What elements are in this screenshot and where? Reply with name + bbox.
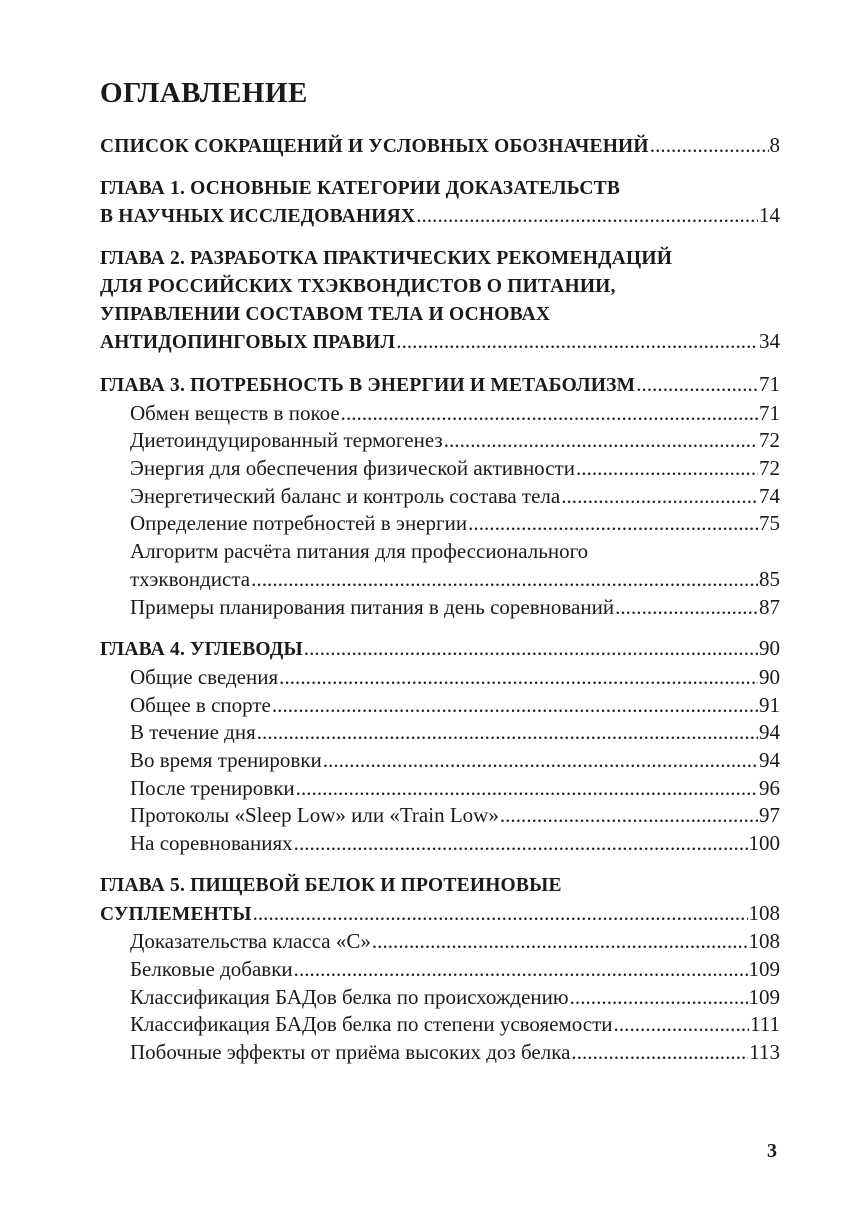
toc-entry-title: Классификация БАДов белка по происхождению bbox=[130, 984, 569, 1009]
toc-entry-title: Классификация БАДов белка по степени усвояемости bbox=[130, 1012, 613, 1037]
toc-entry-row bbox=[130, 719, 780, 747]
toc-section-entry bbox=[100, 483, 780, 511]
toc-page-number: 71 bbox=[759, 400, 780, 425]
toc-entry-row bbox=[100, 328, 780, 357]
toc-entry-row bbox=[130, 455, 780, 483]
toc-page-number: 108 bbox=[748, 929, 780, 954]
toc-page-number: 85 bbox=[759, 566, 780, 591]
toc-page-number: 8 bbox=[769, 133, 780, 157]
toc-entry-title: Побочные эффекты от приёма высоких доз белка bbox=[130, 1040, 571, 1065]
toc-entry-title: В НАУЧНЫХ ИССЛЕДОВАНИЯХ bbox=[100, 206, 416, 228]
toc-page-number: 90 bbox=[759, 636, 780, 661]
toc-entry-row bbox=[130, 747, 780, 775]
toc-entry-row bbox=[130, 566, 780, 594]
toc-section-entry bbox=[100, 928, 780, 956]
dot-leader bbox=[279, 664, 758, 692]
toc-entry-title: Определение потребностей в энергии bbox=[130, 511, 468, 536]
toc-entry-title: СУПЛЕМЕНТЫ bbox=[100, 903, 252, 925]
toc-chapter-entry bbox=[100, 872, 780, 928]
toc-section-entry bbox=[100, 830, 780, 858]
toc-page-number: 113 bbox=[749, 1040, 780, 1065]
dot-leader bbox=[636, 371, 758, 399]
toc-page-number: 100 bbox=[748, 831, 780, 856]
toc-entry-title-line: ГЛАВА 5. ПИЩЕВОЙ БЕЛОК И ПРОТЕИНОВЫЕ bbox=[100, 874, 562, 896]
toc-entry-row bbox=[130, 775, 780, 803]
toc-entry-row bbox=[100, 635, 780, 664]
toc-entry-row bbox=[130, 510, 780, 538]
toc-entry-row bbox=[100, 371, 780, 400]
toc-page-number: 94 bbox=[759, 720, 780, 745]
toc-section-entry bbox=[100, 747, 780, 775]
toc-entry-row bbox=[130, 802, 780, 830]
toc-section-entry bbox=[100, 984, 780, 1012]
dot-leader bbox=[253, 900, 748, 928]
toc-entry-row bbox=[130, 984, 780, 1012]
dot-leader bbox=[323, 747, 758, 775]
toc-entry-title: После тренировки bbox=[130, 775, 295, 800]
toc-section-entry bbox=[100, 692, 780, 720]
toc-entry-row bbox=[130, 956, 780, 984]
toc-page-number: 108 bbox=[748, 900, 780, 925]
toc-entry-title: Обмен веществ в покое bbox=[130, 400, 340, 425]
toc-section-entry bbox=[100, 538, 780, 593]
toc-entry-title: Энергетический баланс и контроль состава тела bbox=[130, 483, 561, 508]
toc-section-entry bbox=[100, 510, 780, 538]
dot-leader bbox=[251, 566, 758, 594]
toc-entry-row bbox=[130, 1011, 780, 1039]
toc-entry-title: ГЛАВА 3. ПОТРЕБНОСТЬ В ЭНЕРГИИ И МЕТАБОЛИЗМ bbox=[100, 374, 636, 396]
toc-entry-row bbox=[130, 928, 780, 956]
toc-entry-row bbox=[100, 900, 780, 929]
toc-page-number: 109 bbox=[748, 956, 780, 981]
toc-entry-title-line: ГЛАВА 2. РАЗРАБОТКА ПРАКТИЧЕСКИХ РЕКОМЕНДАЦИЙ bbox=[100, 248, 673, 270]
toc-chapter-entry bbox=[100, 635, 780, 664]
dot-leader bbox=[416, 202, 758, 230]
dot-leader bbox=[304, 635, 758, 663]
toc-entry-title-line: УПРАВЛЕНИИ СОСТАВОМ ТЕЛА И ОСНОВАХ bbox=[100, 303, 551, 325]
toc-page-number: 72 bbox=[759, 456, 780, 481]
dot-leader bbox=[444, 427, 758, 455]
toc-page-number: 34 bbox=[759, 329, 780, 354]
toc-entry-title: АНТИДОПИНГОВЫХ ПРАВИЛ bbox=[100, 332, 396, 354]
toc-entry-title: Общее в спорте bbox=[130, 692, 271, 717]
toc-entry-row bbox=[130, 692, 780, 720]
toc-chapter-entry bbox=[100, 132, 780, 161]
toc-page-number: 14 bbox=[759, 203, 780, 228]
toc-section-entry bbox=[100, 775, 780, 803]
dot-leader bbox=[372, 928, 748, 956]
dot-leader bbox=[614, 1011, 750, 1039]
toc-entry-title: ГЛАВА 4. УГЛЕВОДЫ bbox=[100, 639, 303, 661]
dot-leader bbox=[561, 483, 758, 511]
dot-leader bbox=[294, 830, 748, 858]
toc-entry-row bbox=[100, 202, 780, 231]
toc-entry-title: Примеры планирования питания в день соревнований bbox=[130, 594, 615, 619]
page-title: ОГЛАВЛЕНИЕ bbox=[100, 77, 308, 109]
toc-entry-title: Протоколы «Sleep Low» или «Train Low» bbox=[130, 803, 499, 828]
toc-page-number: 91 bbox=[759, 692, 780, 717]
toc-entry-row bbox=[100, 132, 780, 161]
toc-page-number: 94 bbox=[759, 748, 780, 773]
page-number: 3 bbox=[767, 1140, 777, 1162]
table-of-contents bbox=[100, 132, 780, 1067]
toc-entry-title-line: ДЛЯ РОССИЙСКИХ ТХЭКВОНДИСТОВ О ПИТАНИИ, bbox=[100, 275, 616, 297]
toc-section-entry bbox=[100, 664, 780, 692]
toc-section-entry bbox=[100, 455, 780, 483]
toc-entry-row bbox=[130, 427, 780, 455]
toc-entry-row bbox=[130, 830, 780, 858]
toc-page-number: 111 bbox=[750, 1012, 780, 1037]
toc-entry-row bbox=[130, 483, 780, 511]
toc-section-entry bbox=[100, 427, 780, 455]
dot-leader bbox=[576, 455, 758, 483]
dot-leader bbox=[396, 328, 758, 356]
toc-section-entry bbox=[100, 719, 780, 747]
toc-entry-title: СПИСОК СОКРАЩЕНИЙ И УСЛОВНЫХ ОБОЗНАЧЕНИЙ bbox=[100, 136, 649, 157]
toc-section-entry bbox=[100, 1039, 780, 1067]
toc-entry-title-line: Алгоритм расчёта питания для профессионального bbox=[130, 539, 589, 564]
dot-leader bbox=[294, 956, 748, 984]
toc-entry-title: тхэквондиста bbox=[130, 566, 251, 591]
toc-entry-row bbox=[130, 400, 780, 428]
toc-section-entry bbox=[100, 594, 780, 622]
toc-entry-title: Общие сведения bbox=[130, 664, 279, 689]
toc-entry-title: Энергия для обеспечения физической активности bbox=[130, 456, 575, 481]
toc-entry-title: Во время тренировки bbox=[130, 748, 322, 773]
toc-chapter-entry bbox=[100, 245, 780, 357]
toc-entry-row bbox=[130, 1039, 780, 1067]
toc-entry-row bbox=[130, 594, 780, 622]
dot-leader bbox=[650, 132, 769, 160]
toc-page-number: 96 bbox=[759, 775, 780, 800]
toc-section-entry bbox=[100, 400, 780, 428]
toc-entry-row bbox=[130, 664, 780, 692]
toc-entry-title: Доказательства класса «С» bbox=[130, 929, 371, 954]
dot-leader bbox=[257, 719, 758, 747]
toc-page-number: 90 bbox=[759, 664, 780, 689]
dot-leader bbox=[468, 510, 758, 538]
dot-leader bbox=[571, 1039, 748, 1067]
toc-entry-title: Белковые добавки bbox=[130, 956, 293, 981]
toc-chapter-entry bbox=[100, 371, 780, 400]
dot-leader bbox=[615, 594, 758, 622]
toc-entry-title: На соревнованиях bbox=[130, 831, 293, 856]
dot-leader bbox=[296, 775, 758, 803]
dot-leader bbox=[500, 802, 758, 830]
toc-chapter-entry bbox=[100, 175, 780, 231]
toc-section-entry bbox=[100, 1011, 780, 1039]
toc-page-number: 87 bbox=[759, 594, 780, 619]
toc-entry-title: Диетоиндуцированный термогенез bbox=[130, 428, 443, 453]
dot-leader bbox=[272, 692, 758, 720]
toc-page-number: 75 bbox=[759, 511, 780, 536]
dot-leader bbox=[341, 400, 758, 428]
dot-leader bbox=[570, 984, 748, 1012]
toc-page-number: 71 bbox=[759, 371, 780, 396]
toc-section-entry bbox=[100, 956, 780, 984]
toc-entry-title-line: ГЛАВА 1. ОСНОВНЫЕ КАТЕГОРИИ ДОКАЗАТЕЛЬСТВ bbox=[100, 177, 621, 199]
toc-entry-title: В течение дня bbox=[130, 720, 256, 745]
toc-page-number: 74 bbox=[759, 483, 780, 508]
toc-section-entry bbox=[100, 802, 780, 830]
toc-page-number: 72 bbox=[759, 428, 780, 453]
toc-page-number: 97 bbox=[759, 803, 780, 828]
toc-page-number: 109 bbox=[748, 984, 780, 1009]
